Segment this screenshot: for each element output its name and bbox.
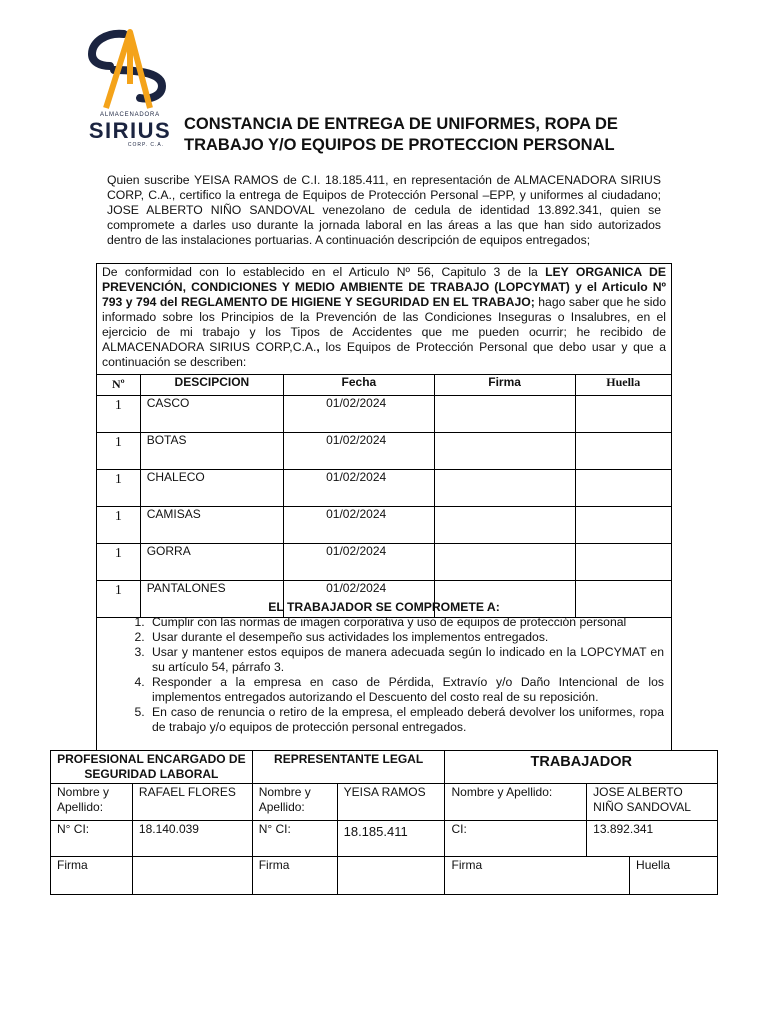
safety-name-label: Nombre y Apellido: bbox=[51, 784, 133, 821]
table-row bbox=[97, 507, 672, 544]
commitment-section bbox=[96, 600, 672, 735]
row-fingerprint-cell[interactable] bbox=[575, 544, 671, 581]
table-row bbox=[97, 470, 672, 507]
worker-huella-label[interactable]: Huella bbox=[630, 857, 718, 895]
safety-firma-label: Firma bbox=[51, 857, 133, 895]
legal-firma-label: Firma bbox=[252, 857, 337, 895]
row-description: GORRA bbox=[146, 544, 191, 558]
row-num: 1 bbox=[97, 433, 141, 470]
row-signature-cell[interactable] bbox=[434, 396, 575, 433]
header-huella: Huella bbox=[575, 375, 671, 396]
signature-ci-row bbox=[51, 821, 718, 857]
worker-name-label: Nombre y Apellido: bbox=[445, 784, 587, 821]
conformity-text-3: los Equipos de Protección Personal que debo usar y que a continuación se describen: bbox=[102, 340, 666, 369]
header-firma: Firma bbox=[434, 375, 575, 396]
row-description: PANTALONES bbox=[146, 581, 226, 595]
conformity-text-2: hago saber que he sido informado sobre los Principios de la Prevención de las Condiciones Inseguras o Insalubres, en el ejercicio de mi trabajo y los Tipos de Accidentes que me pueden ocurrir; he recibido de ALMACENADORA SIRIUS CORP,C.A. bbox=[102, 295, 666, 354]
commitment-title: EL TRABAJADOR SE COMPROMETE A: bbox=[268, 600, 500, 614]
legal-signature-cell[interactable] bbox=[337, 857, 445, 895]
legal-name-value: YEISA RAMOS bbox=[337, 784, 445, 821]
sirius-logo-mark-icon bbox=[84, 26, 176, 112]
safety-professional-header: PROFESIONAL ENCARGADO DE SEGURIDAD LABORAL bbox=[51, 751, 253, 784]
row-fingerprint-cell[interactable] bbox=[575, 470, 671, 507]
list-item: 3. Usar y mantener estos equipos de manera adecuada según lo indicado en la LOPCYMAT en su artículo 54, párrafo 3. bbox=[148, 645, 664, 675]
commitment-list bbox=[96, 615, 672, 735]
list-item: 2. Usar durante el desempeño sus actividades los implementos entregados. bbox=[148, 630, 664, 645]
logo-brand-text: SIRIUS bbox=[88, 118, 172, 143]
table-row bbox=[97, 544, 672, 581]
safety-name-value: RAFAEL FLORES bbox=[132, 784, 252, 821]
row-fingerprint-cell[interactable] bbox=[575, 507, 671, 544]
conformity-comma-bold: , bbox=[316, 340, 320, 354]
safety-ci-value: 18.140.039 bbox=[132, 821, 252, 857]
row-date: 01/02/2024 bbox=[326, 396, 387, 410]
row-description: CAMISAS bbox=[146, 507, 201, 521]
list-item: 5. En caso de renuncia o retiro de la empresa, el empleado deberá devolver los uniformes, ropa de trabajo y/o equipos de protección personal entregados. bbox=[148, 705, 664, 735]
company-logo bbox=[84, 26, 176, 148]
row-description: CHALECO bbox=[146, 470, 205, 484]
row-fingerprint-cell[interactable] bbox=[575, 396, 671, 433]
table-row bbox=[97, 433, 672, 470]
row-description: BOTAS bbox=[146, 433, 187, 447]
safety-ci-label: N° CI: bbox=[51, 821, 133, 857]
header-num: Nº bbox=[97, 375, 141, 396]
worker-firma-label[interactable]: Firma bbox=[445, 857, 630, 895]
header-descripcion: DESCIPCION bbox=[140, 375, 283, 396]
list-item: 1. Cumplir con las normas de imagen corporativa y uso de equipos de protección personal bbox=[148, 615, 664, 630]
row-fingerprint-cell[interactable] bbox=[575, 433, 671, 470]
worker-header: TRABAJADOR bbox=[445, 751, 718, 784]
row-date: 01/02/2024 bbox=[326, 507, 387, 521]
legal-ci-value: 18.185.411 bbox=[337, 821, 445, 857]
row-num: 1 bbox=[97, 396, 141, 433]
conformity-paragraph bbox=[102, 265, 666, 370]
row-num: 1 bbox=[97, 470, 141, 507]
legal-representative-header: REPRESENTANTE LEGAL bbox=[252, 751, 445, 784]
row-signature-cell[interactable] bbox=[434, 544, 575, 581]
conformity-text-1: De conformidad con lo establecido en el Articulo Nº 56, Capitulo 3 de la bbox=[102, 265, 546, 279]
row-num: 1 bbox=[97, 581, 141, 618]
row-date: 01/02/2024 bbox=[326, 470, 387, 484]
legal-ci-label: N° CI: bbox=[252, 821, 337, 857]
row-date: 01/02/2024 bbox=[326, 544, 387, 558]
list-item: 4. Responder a la empresa en caso de Pérdida, Extravío y/o Daño Intencional de los implementos entregados autorizando el Descuento del costo real de su reposición. bbox=[148, 675, 664, 705]
row-date: 01/02/2024 bbox=[326, 581, 387, 595]
header-fecha: Fecha bbox=[284, 375, 435, 396]
document-title: CONSTANCIA DE ENTREGA DE UNIFORMES, ROPA DE TRABAJO Y/O EQUIPOS DE PROTECCION PERSONAL bbox=[184, 115, 618, 154]
row-date: 01/02/2024 bbox=[326, 433, 387, 447]
logo-corp-text: CORP. C.A. bbox=[127, 142, 165, 148]
worker-name-value: JOSE ALBERTO NIÑO SANDOVAL bbox=[587, 784, 718, 821]
epp-table bbox=[96, 374, 672, 618]
signature-name-row bbox=[51, 784, 718, 821]
table-row bbox=[97, 396, 672, 433]
signature-table bbox=[50, 750, 718, 895]
logo-small-text: ALMACENADORA bbox=[100, 112, 160, 118]
epp-table-header bbox=[97, 375, 672, 396]
row-signature-cell[interactable] bbox=[434, 433, 575, 470]
row-signature-cell[interactable] bbox=[434, 470, 575, 507]
worker-ci-value: 13.892.341 bbox=[587, 821, 718, 857]
conformity-law-bold: LEY ORGANICA DE PREVENCIÓN, CONDICIONES Y MEDIO AMBIENTE DE TRABAJO (LOPCYMAT) y el Articulo Nº 793 y 794 del REGLAMENTO DE HIGIENE Y SEGURIDAD EN EL TRABAJO; bbox=[102, 265, 666, 309]
row-num: 1 bbox=[97, 544, 141, 581]
worker-ci-label: CI: bbox=[445, 821, 587, 857]
signature-header-row bbox=[51, 751, 718, 784]
legal-name-label: Nombre y Apellido: bbox=[252, 784, 337, 821]
safety-signature-cell[interactable] bbox=[132, 857, 252, 895]
row-num: 1 bbox=[97, 507, 141, 544]
row-description: CASCO bbox=[146, 396, 190, 410]
intro-paragraph: Quien suscribe YEISA RAMOS de C.I. 18.185.411, en representación de ALMACENADORA SIRIUS CORP, C.A., certifico la entrega de Equipos de Protección Personal –EPP, y uniformes al ciudadano; JOSE ALBERTO NIÑO SANDOVAL venezolano de cedula de identidad 13.892.341, quien se compromete a darles uso durante la jornada laboral en las áreas a las que han sido autorizados dentro de las instalaciones portuarias. A continuación descripción de equipos entregados; bbox=[107, 173, 661, 247]
signature-firma-row bbox=[51, 857, 718, 895]
row-signature-cell[interactable] bbox=[434, 507, 575, 544]
